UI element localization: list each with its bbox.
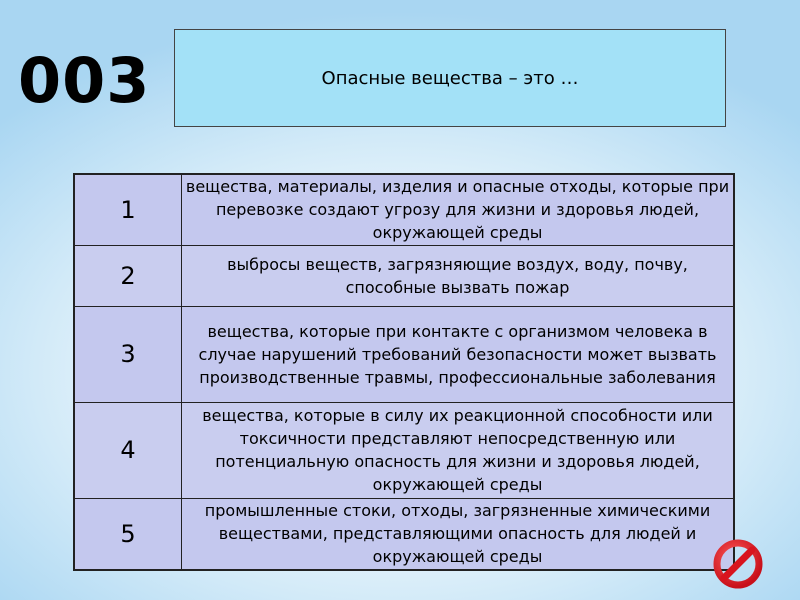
- answer-row-2[interactable]: [74, 245, 734, 306]
- no-entry-icon[interactable]: [712, 538, 764, 590]
- question-number: 003: [18, 44, 151, 117]
- answer-row-4[interactable]: [74, 402, 734, 498]
- answer-text: вещества, материалы, изделия и опасные отходы, которые при перевозке создают угрозу для жизни и здоровья людей, окружающей среды: [182, 174, 735, 245]
- answer-text: вещества, которые при контакте с организмом человека в случае нарушений требований безопасности может вызвать производственные травмы, профессиональные заболевания: [182, 306, 735, 402]
- answer-row-3[interactable]: [74, 306, 734, 402]
- answer-number: 5: [74, 498, 182, 570]
- answer-text: выбросы веществ, загрязняющие воздух, воду, почву, способные вызвать пожар: [182, 245, 735, 306]
- answer-number: 1: [74, 174, 182, 245]
- answer-text: вещества, которые в силу их реакционной способности или токсичности представляют непосредственную или потенциальную опасность для жизни и здоровья людей, окружающей среды: [182, 402, 735, 498]
- no-entry-icon-graphic: [712, 538, 764, 590]
- answer-number: 2: [74, 245, 182, 306]
- question-box: [174, 29, 726, 127]
- answer-row-1[interactable]: [74, 174, 734, 245]
- answer-row-5[interactable]: [74, 498, 734, 570]
- answers-table: [73, 173, 735, 571]
- question-text: Опасные вещества – это …: [321, 67, 579, 89]
- answer-text: промышленные стоки, отходы, загрязненные химическими веществами, представляющими опасность для людей и окружающей среды: [182, 498, 735, 570]
- answer-number: 4: [74, 402, 182, 498]
- answer-number: 3: [74, 306, 182, 402]
